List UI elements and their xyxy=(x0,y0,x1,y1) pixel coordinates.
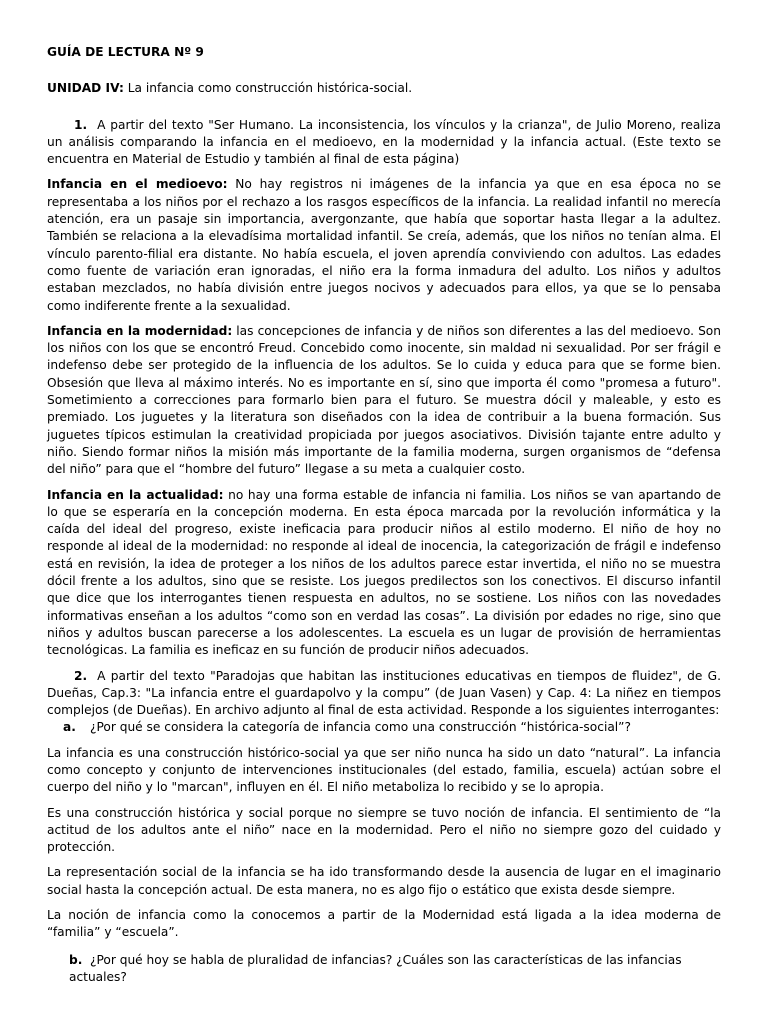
question-2-text: A partir del texto "Paradojas que habitan las instituciones educativas en tiempos de fluidez", de G. Dueñas, Cap.3: "La infancia entre el guardapolvo y la compu” (de Juan Vasen) y Cap. 4: La niñez en tiempos complejos (de Dueñas). En archivo adjunto al final de esta actividad. Responde a los siguientes interrogantes: xyxy=(47,668,721,718)
section-medioevo xyxy=(47,176,721,314)
answer-paragraph: La representación social de la infancia se ha ido transformando desde la ausencia de lugar en el imaginario social hasta la concepción actual. De esta manera, no es algo fijo o estático que exista desde siempre. xyxy=(47,865,721,897)
question-1-number: 1. xyxy=(74,117,88,132)
unit-heading xyxy=(47,80,721,97)
question-2 xyxy=(47,668,721,720)
section-modernidad xyxy=(47,323,721,479)
question-2b-text: ¿Por qué hoy se habla de pluralidad de infancias? ¿Cuáles son las características de las infancias actuales? xyxy=(69,952,682,984)
document-page xyxy=(47,44,721,986)
answer-paragraph: La infancia es una construcción histórico-social ya que ser niño nunca ha sido un dato “natural”. La infancia como concepto y conjunto de intervenciones institucionales (del estado, familia, escuela) actúan sobre el cuerpo del niño y lo "marcan", influyen en él. El niño metaboliza lo recibido y se lo apropia. xyxy=(47,745,721,795)
question-1-text: A partir del texto "Ser Humano. La inconsistencia, los vínculos y la crianza", de Julio Moreno, realiza un análisis comparando la infancia en el medioevo, en la modernidad y la infancia actual. (Este texto se encuentra en Material de Estudio y también al final de esta página) xyxy=(47,117,721,167)
question-2-number: 2. xyxy=(74,668,88,683)
question-2b xyxy=(47,952,721,987)
question-2b-letter: b. xyxy=(69,952,83,967)
answer-paragraph: La noción de infancia como la conocemos a partir de la Modernidad está ligada a la idea moderna de “familia” y “escuela”. xyxy=(47,908,721,940)
section-medioevo-heading: Infancia en el medioevo: xyxy=(47,177,228,192)
section-medioevo-text: No hay registros ni imágenes de la infancia ya que en esa época no se representaba a los niños por el rechazo a los rasgos específicos de la infancia. La realidad infantil no merecía atención, era un pasaje sin importancia, avergonzante, que había que soportar hasta llegar a la adultez. También se relaciona a la elevadísima mortalidad infantil. Se creía, además, que los niños no tenían alma. El vínculo parento-filial era distante. No había escuela, el joven aprendía conviviendo con adultos. Las edades como fuente de variación eran ignoradas, el niño era la forma inmadura del adulto. Los niños y adultos estaban mezclados, no había división entre juegos nocivos y adecuados para ellos, ya que se lo pensaba como indiferente frente a la sexualidad. xyxy=(47,177,721,313)
question-2a-text: ¿Por qué se considera la categoría de infancia como una construcción “histórica-social”? xyxy=(90,720,631,735)
unit-text: La infancia como construcción histórica-social. xyxy=(123,81,413,96)
section-actualidad xyxy=(47,487,721,660)
question-2a-letter: a. xyxy=(63,720,76,735)
section-actualidad-heading: Infancia en la actualidad: xyxy=(47,487,224,502)
question-2a xyxy=(47,719,721,736)
unit-label: UNIDAD IV: xyxy=(47,81,124,96)
section-actualidad-text: no hay una forma estable de infancia ni familia. Los niños se van apartando de lo que se esperaría en la concepción moderna. En esta época marcada por la revolución informática y la caída del ideal del progreso, existe ineficacia para producir niños al estilo moderno. El niño de hoy no responde al ideal de la modernidad: no responde al ideal de inocencia, la categorización de frágil e indefenso está en revisión, la idea de proteger a los niños de los adultos parece estar invertida, el niño no se muestra dócil frente a los adultos, sino que se resiste. Los juegos predilectos son los conectivos. El discurso infantil que dice que los interrogantes tienen respuesta en adultos, no se sostiene. Los niños con las novedades informativas enseñan a los adultos “como son en verdad las cosas”. La división por edades no rige, sino que niños y adultos buscan parecerse a los adolescentes. La escuela es un lugar de provisión de herramientas tecnológicas. La familia es ineficaz en su función de producir niños adecuados. xyxy=(47,487,721,658)
section-modernidad-text: las concepciones de infancia y de niños son diferentes a las del medioevo. Son los niños con los que se encontró Freud. Concebido como inocente, sin maldad ni sexualidad. Por ser frágil e indefenso debe ser protegido de la influencia de los adultos. Se lo cuida y educa para que se forme bien. Obsesión que lleva al máximo interés. No es importante en sí, sino que importa él como "promesa a futuro". Sometimiento a correcciones para formarlo bien para el futuro. Se muestra dócil y maleable, y esto es premiado. Los juguetes y la literatura son diseñados con la idea de contribuir a la buena formación. Sus juguetes típicos estimulan la creatividad propiciada por juegos asociativos. División tajante entre adulto y niño. Siendo formar niños la misión más importante de la familia moderna, surgen organismos de “defensa del niño” para que el “hombre del futuro” llegase a su meta a cualquier costo. xyxy=(47,323,721,477)
question-1 xyxy=(47,117,721,169)
document-title: GUÍA DE LECTURA Nº 9 xyxy=(47,45,204,59)
answer-paragraph: Es una construcción histórica y social porque no siempre se tuvo noción de infancia. El sentimiento de “la actitud de los adultos ante el niño” nace en la modernidad. Pero el niño no siempre gozo del cuidado y protección. xyxy=(47,805,721,855)
section-modernidad-heading: Infancia en la modernidad: xyxy=(47,323,233,338)
